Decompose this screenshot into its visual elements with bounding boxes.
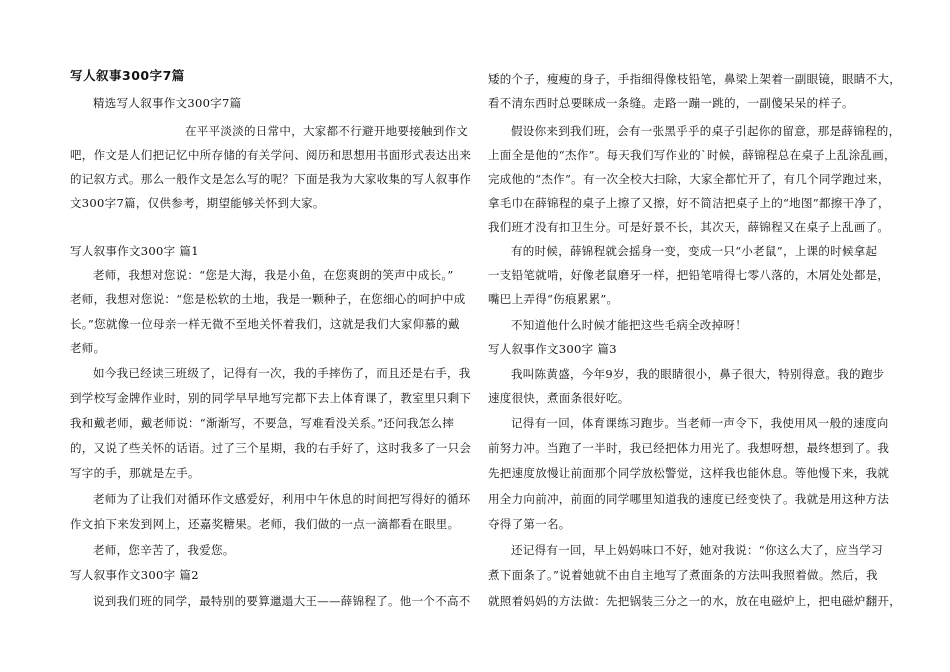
right-column-text-line: 先把速度放慢让前面那个同学放松警觉，这样我也能休息。等他慢下来，我就 bbox=[488, 466, 890, 480]
left-column-text-line: 老师，我想对您说：“您是大海，我是小鱼，在您爽朗的笑声中成长。” bbox=[93, 268, 454, 282]
right-column-text-line: 嘴巴上弄得“伤痕累累”。 bbox=[488, 292, 619, 306]
left-column-text-line: 文300字7篇，仅供参考，期望能够关怀到大家。 bbox=[70, 196, 325, 210]
left-column-text-line: 如今我已经读三班级了，记得有一次，我的手摔伤了，而且还是右手，我 bbox=[93, 366, 471, 380]
right-column-text-line: 上面全是他的“杰作”。每天我们写作业的`时候，薛锦程总在桌子上乱涂乱画， bbox=[488, 148, 896, 162]
right-column-text-line: 煮下面条了。”说着她就不由自主地写了煮面条的方法叫我照着做。然后，我 bbox=[488, 568, 878, 582]
right-column-text-line: 前努力冲。当跑了一半时，我已经把体力用光了。我想呀想，最终想到了。我 bbox=[488, 441, 890, 455]
right-column-text-line: 假设你来到我们班，会有一张黑乎乎的桌子引起你的留意，那是薛锦程的， bbox=[511, 124, 901, 138]
left-column-text-line: 的，又说了些关怀的话语。过了三个星期，我的右手好了，这时我多了一只会 bbox=[70, 441, 472, 455]
left-column-text-line: 吧，作文是人们把记忆中所存储的有关学问、阅历和思想用书面形式表达出来 bbox=[70, 148, 472, 162]
right-column-text-line: 写人叙事作文300字 篇3 bbox=[488, 342, 617, 356]
right-column-text-line: 我们班才没有扣卫生分。可是好景不长，其次天，薛锦程又在桌子上乱画了。 bbox=[488, 220, 890, 234]
left-column-text-line: 写字的手，那就是左手。 bbox=[70, 466, 200, 480]
right-column-text-line: 用全力向前冲，前面的同学哪里知道我的速度已经变快了。我就是用这种方法 bbox=[488, 492, 890, 506]
right-column-text-line: 一支铅笔就啃，好像老鼠磨牙一样，把铅笔啃得七零八落的，木屑处处都是， bbox=[488, 268, 890, 282]
left-column bbox=[70, 0, 470, 672]
left-column-text-line: 写人叙事作文300字 篇2 bbox=[70, 568, 199, 582]
right-column-text-line: 记得有一回，体育课练习跑步。当老师一声令下，我使用风一般的速度向 bbox=[511, 416, 889, 430]
left-column-text-line: 老师为了让我们对循环作文感爱好，利用中午休息的时间把写得好的循环 bbox=[93, 492, 471, 506]
document-title: 写人叙事300字7篇 bbox=[70, 68, 185, 83]
left-column-text-line: 老师，您辛苦了，我爱您。 bbox=[93, 543, 235, 557]
left-column-text-line: 老师，我想对您说：“您是松软的土地，我是一颗种子，在您细心的呵护中成 bbox=[70, 292, 466, 306]
right-column-text-line: 夺得了第一名。 bbox=[488, 517, 571, 531]
left-column-text-line: 写人叙事作文300字 篇1 bbox=[70, 244, 199, 258]
left-column-text-line: 到学校写金牌作业时，别的同学早早地写完都下去上体育课了，教室里只剩下 bbox=[70, 391, 472, 405]
left-column-text-line: 长。”您就像一位母亲一样无微不至地关怀着我们，这就是我们大家仰慕的戴 bbox=[70, 317, 460, 331]
right-column-text-line: 速度很快，煮面条很好吃。 bbox=[488, 391, 630, 405]
right-column-text-line: 看不清东西时总要眯成一条缝。走路一蹦一跳的，一副傻呆呆的样子。 bbox=[488, 96, 854, 110]
right-column bbox=[488, 0, 901, 672]
right-column-text-line: 我叫陈黄盛，今年9岁，我的眼睛很小，鼻子很大，特别得意。我的跑步 bbox=[511, 367, 885, 381]
left-column-text-line: 在平平淡淡的日常中，大家都不行避开地要接触到作文 bbox=[185, 124, 469, 138]
right-column-text-line: 拿毛巾在薛锦程的桌子上擦了又擦，好不简洁把桌子上的“地图”都擦干净了， bbox=[488, 196, 890, 210]
left-column-text-line: 说到我们班的同学，最特别的要算邋遢大王——薛锦程了。他一个不高不 bbox=[93, 594, 471, 608]
left-column-text-line: 老师。 bbox=[70, 341, 106, 355]
right-column-text-line: 完成他的“杰作”。有一次全校大扫除，大家全都忙开了，有几个同学跑过来， bbox=[488, 172, 890, 186]
right-column-text-line: 还记得有一回，早上妈妈味口不好，她对我说：“你这么大了，应当学习 bbox=[511, 543, 883, 557]
left-column-text-line: 作文拍下来发到网上，还嘉奖糖果。老师，我们做的一点一滴都看在眼里。 bbox=[70, 517, 460, 531]
right-column-text-line: 矮的个子，瘦瘦的身子，手指细得像枝铅笔，鼻梁上架着一副眼镜，眼睛不大， bbox=[488, 72, 901, 86]
document-subtitle: 精选写人叙事作文300字7篇 bbox=[93, 96, 242, 110]
right-column-text-line: 有的时候，薛锦程就会摇身一变，变成一只“小老鼠”，上课的时候拿起 bbox=[511, 244, 878, 258]
left-column-text-line: 我和戴老师，戴老师说：“渐渐写，不要急，写难看没关系。”还问我怎么摔 bbox=[70, 416, 455, 430]
left-column-text-line: 的记叙方式。那么一般作文是怎么写的呢？下面是我为大家收集的写人叙事作 bbox=[70, 172, 472, 186]
right-column-text-line: 就照着妈妈的方法做：先把锅装三分之一的水，放在电磁炉上，把电磁炉翻开， bbox=[488, 594, 901, 608]
right-column-text-line: 不知道他什么时候才能把这些毛病全改掉呀！ bbox=[511, 318, 747, 332]
